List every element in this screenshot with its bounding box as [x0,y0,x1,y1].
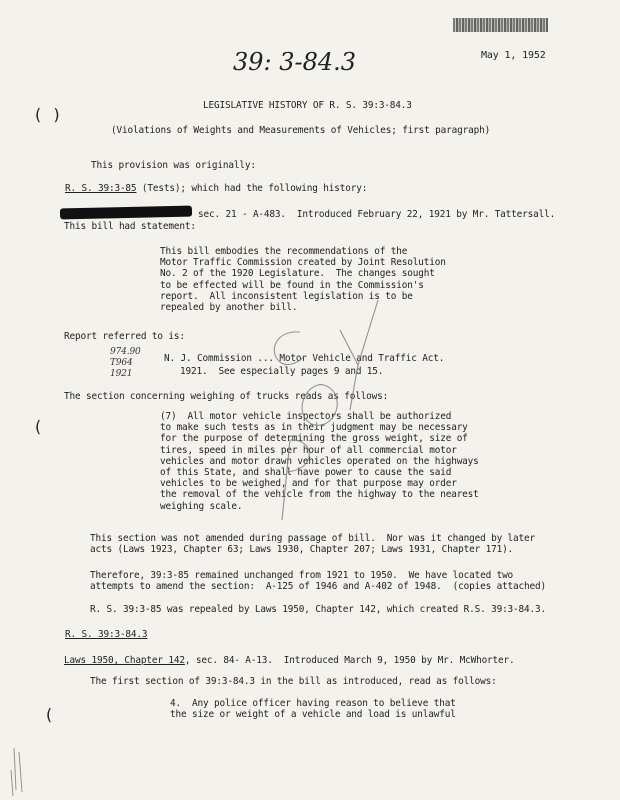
stamp-letter-c [274,332,304,365]
stamp-letter-p [282,440,309,520]
report-lead: Report referred to is: [64,331,185,342]
heading-1-text: (Tests); which had the following history: [136,183,368,194]
paragraph-line: acts (Laws 1923, Chapter 63; Laws 1930, Chapter 207; Laws 1931, Chapter 171). [90,544,514,556]
document-date: May 1, 1952 [481,50,546,61]
section-lead: The section concerning weighing of trucks reads as follows: [64,391,389,402]
quote-line: (7) All motor vehicle inspectors shall be authorized [160,411,452,422]
margin-note-line: 1921 [110,369,133,379]
paragraph-line: Therefore, 39:3-85 remained unchanged from 1921 to 1950. We have located two [90,570,514,581]
intro-paragraph: This provision was originally: [91,160,256,171]
laws-1950-text: , sec. 84- A-13. Introduced March 9, 1950 by Mr. McWhorter. [184,655,515,666]
document-subtitle: (Violations of Weights and Measurements of Vehicles; first paragraph) [111,125,491,136]
quote-line: 4. Any police officer having reason to believe that [170,698,456,709]
document-title: LEGISLATIVE HISTORY OF R. S. 39:3-84.3 [203,100,412,111]
first-section-lead: The first section of 39:3-84.3 in the bill as introduced, read as follows: [90,676,497,687]
quote-line: of this State, and shall have power to cause the said [160,467,452,479]
report-line-2: 1921. See especially pages 9 and 15. [180,366,384,377]
stamp-letter-y [340,300,378,410]
margin-bracket-bottom: ( [44,705,54,724]
quote-line: to make such tests as in their judgment may be necessary [160,422,468,434]
margin-note-line: 974.90 [110,347,141,357]
margin-note-line: T964 [110,358,133,368]
statement-lead: This bill had statement: [64,221,196,232]
margin-bracket-top: ( ) [33,105,62,124]
quote-line: No. 2 of the 1920 Legislature. The changes sought [160,268,435,280]
margin-bracket-middle: ( [33,417,43,436]
intro-1921-bill: sec. 21 - A-483. Introduced February 22, 1921 by Mr. Tattersall. [198,209,556,220]
repealed-paragraph: R. S. 39:3-85 was repealed by Laws 1950, Chapter 142, which created R.S. 39:3-84.3. [90,604,547,615]
statute-reference: R. S. 39:3-85 [65,183,137,194]
quote-line: to be effected will be found in the Commission's [160,279,424,291]
left-edge-scan-marks [11,748,22,796]
handwritten-statute-number: 39: 3-84.3 [233,48,357,76]
quote-line: weighing scale. [160,500,243,512]
quote-line: tires, speed in miles per hour of all commercial motor [160,444,457,456]
quote-line: vehicles and motor drawn vehicles operated on the highways [160,455,479,467]
report-line-1: N. J. Commission ... Motor Vehicle and Traffic Act. [164,353,445,364]
quote-line: for the purpose of determining the gross weight, size of [160,433,468,445]
laws-reference: Laws 1950, Chapter 142 [64,655,185,666]
paragraph-line: attempts to amend the section: A-125 of 1946 and A-402 of 1948. (copies attached) [90,581,547,593]
quote-line: vehicles to be weighed, and for that purpose may order [160,478,457,490]
quote-line: the size or weight of a vehicle and load is unlawful [170,709,456,721]
stamp-letter-o [302,385,337,426]
quote-line: report. All inconsistent legislation is to be [160,290,413,302]
quote-line: repealed by another bill. [160,302,298,314]
paragraph-line: This section was not amended during passage of bill. Nor was it changed by later [90,533,536,544]
quote-line: Motor Traffic Commission created by Joint Resolution [160,257,446,269]
quote-line: the removal of the vehicle from the highway to the nearest [160,489,479,501]
section-heading-2: R. S. 39:3-84.3 [65,629,148,640]
quote-line: This bill embodies the recommendations of the [160,246,408,257]
